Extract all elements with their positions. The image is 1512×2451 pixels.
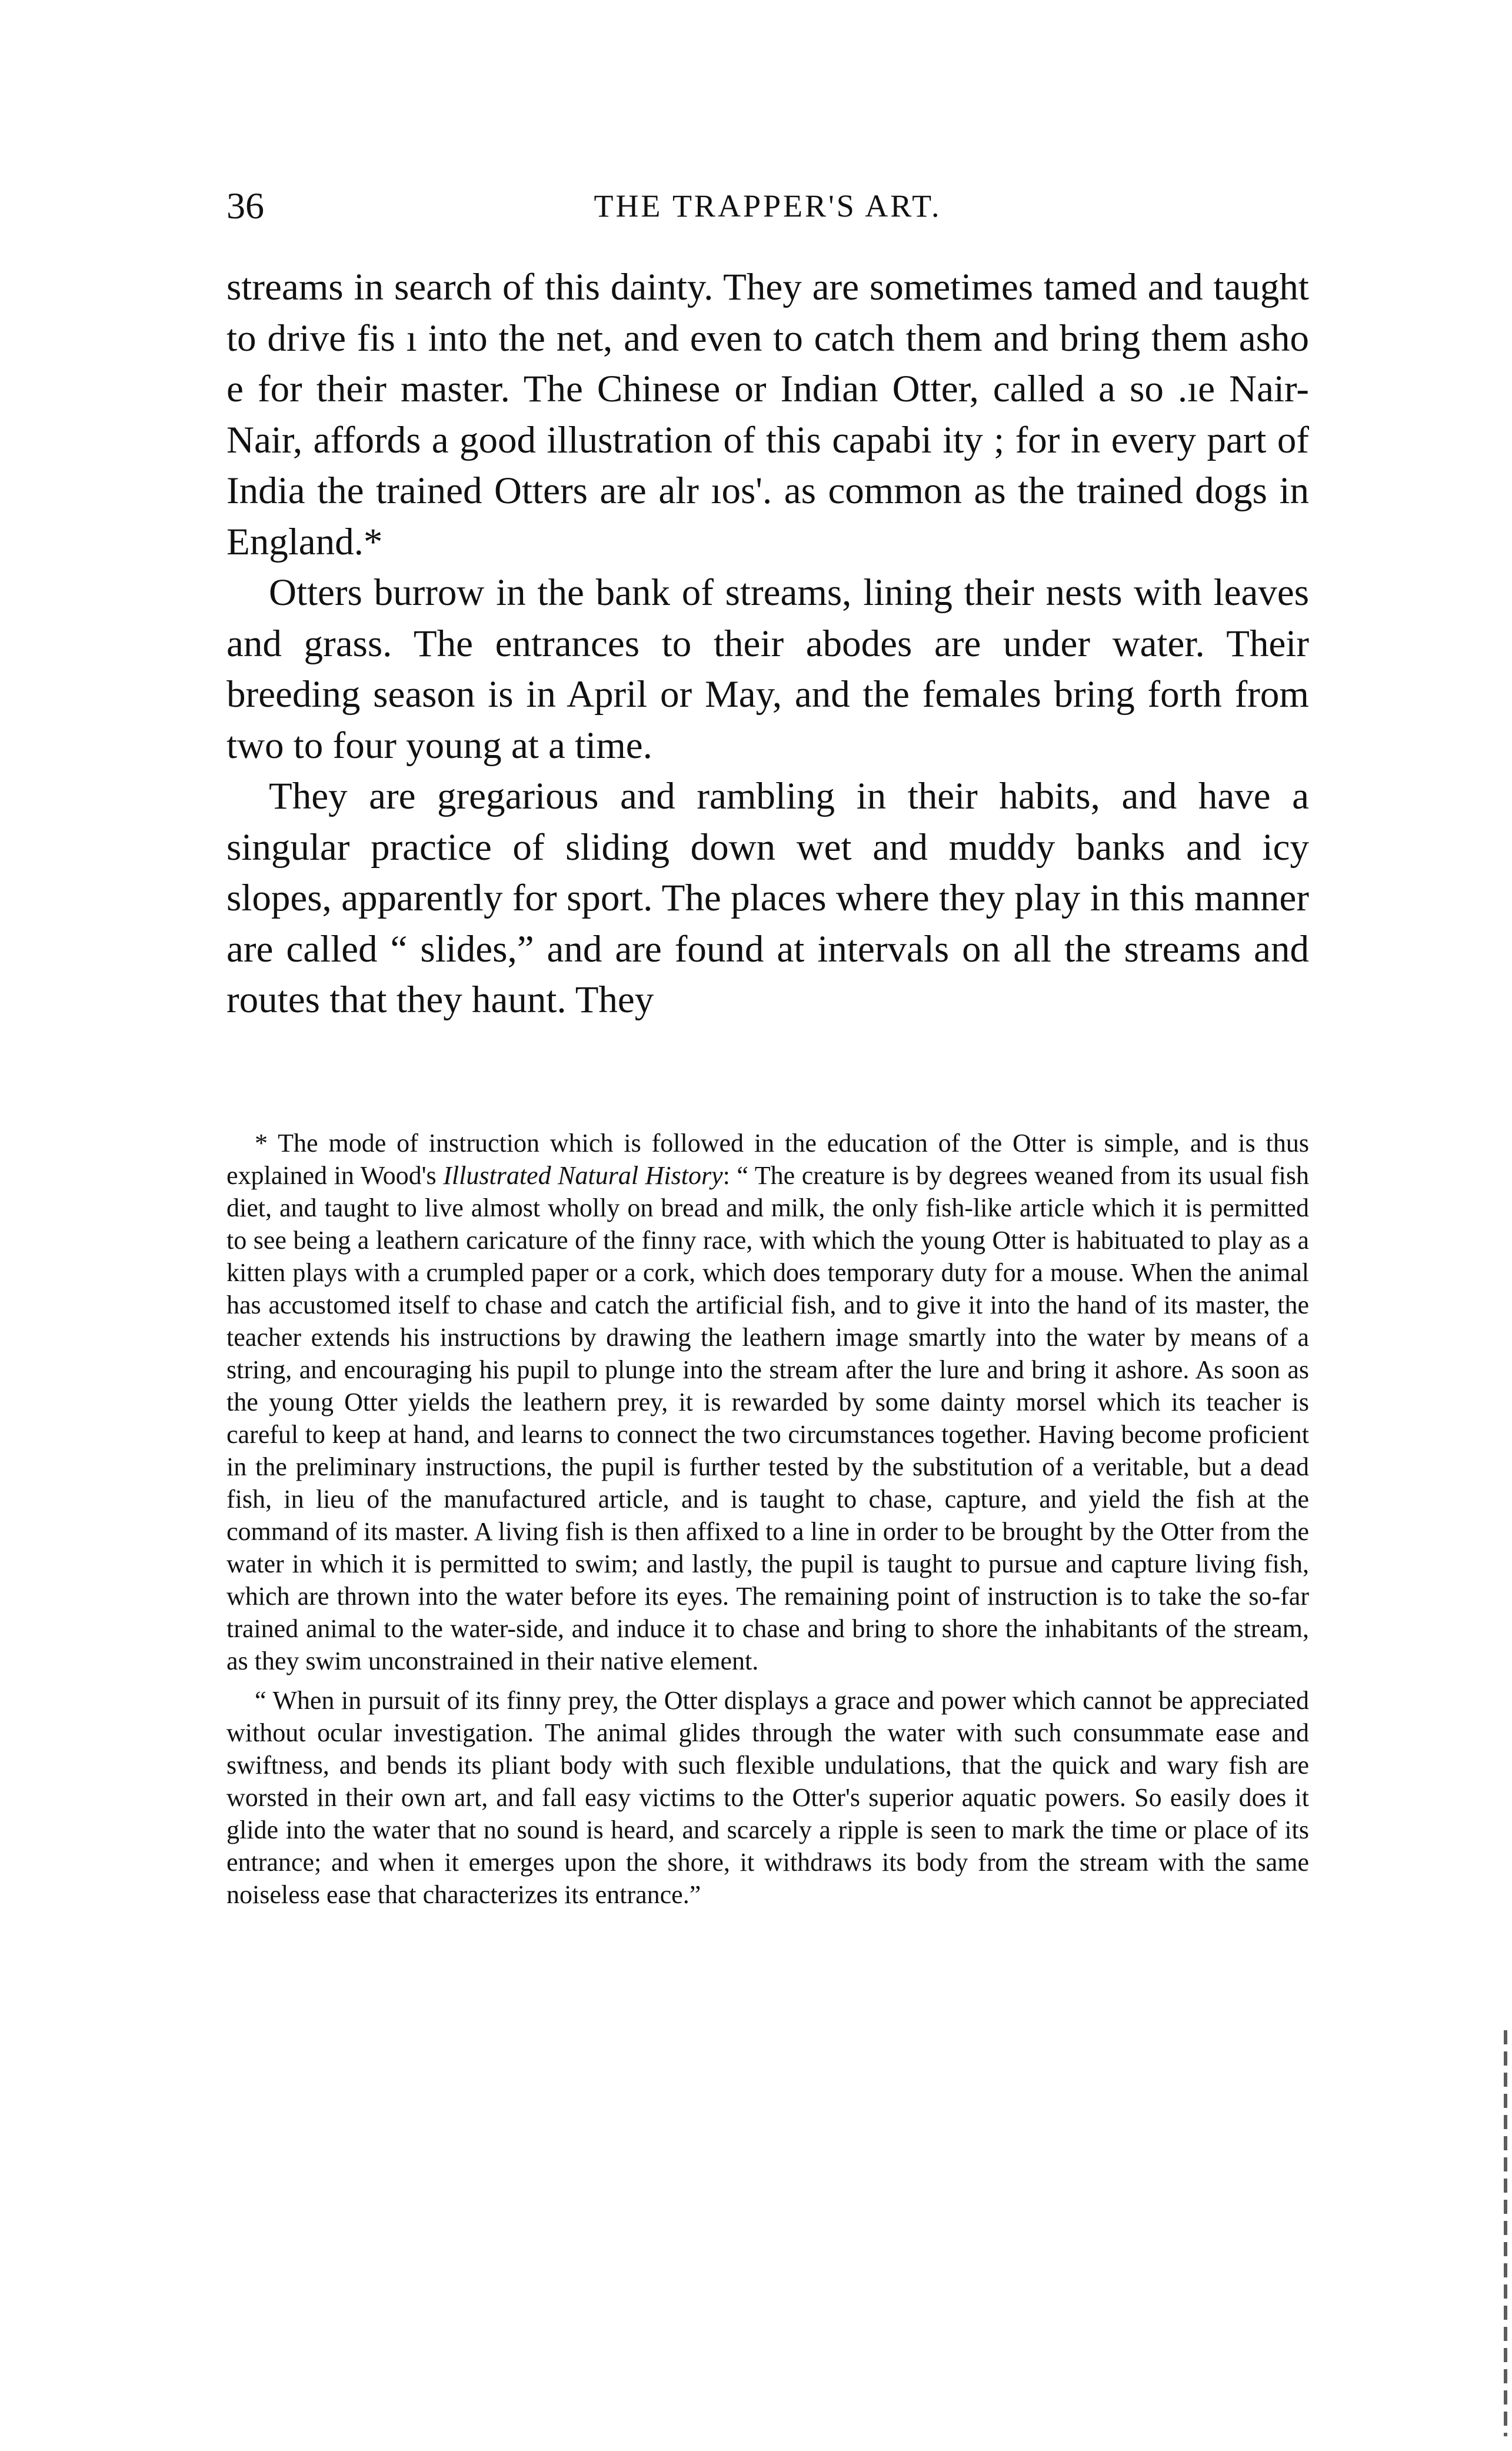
footnote [227, 1127, 1309, 1677]
body-paragraph: streams in search of this dainty. They are sometimes tamed and taught to drive fis ı into the net, and even to catch them and bring them asho e for their master. The Chinese or Indian Otter, called a so .ıe Nair-Nair, affords a good illustration of this capabi ity ; for in every part of India the trained Otters are alr ıos'. as common as the trained dogs in England.* [227, 266, 1309, 563]
footnote-text: : “ The creature is by degrees weaned from its usual fish diet, and taught to live almost wholly on bread and milk, the only fish-like article which it is permitted to see being a leathern caricature of the finny race, with which the young Otter is habituated to play as a kitten plays with a crumpled paper or a cork, which does temporary duty for a mouse. When the animal has accustomed itself to chase and catch the artificial fish, and to give it into the hand of its master, the teacher extends his instructions by drawing the leathern image smartly into the water by means of a string, and encouraging his pupil to plunge into the stream after the lure and bring it ashore. As soon as the young Otter yields the leathern prey, it is rewarded by some dainty morsel which its teacher is careful to keep at hand, and learns to connect the two circumstances together. Having become proficient in the preliminary instructions, the pupil is further tested by the substitution of a veritable, but a dead fish, in lieu of the manufactured article, and is taught to chase, capture, and yield the fish at the command of its master. A living fish is then affixed to a line in order to be brought by the Otter from the water in which it is permitted to swim; and lastly, the pupil is taught to pursue and capture living fish, which are thrown into the water before its eyes. The remaining point of instruction is to take the so-far trained animal to the water-side, and induce it to chase and bring to shore the inhabitants of the stream, as they swim unconstrained in their native element. [227, 1161, 1309, 1675]
body-text [227, 262, 1309, 1026]
footnotes [227, 1127, 1309, 1911]
body-paragraph: Otters burrow in the bank of streams, lining their nests with leaves and grass. The entrances to their abodes are under water. Their breeding season is in April or May, and the females bring forth from two to four young at a time. [227, 571, 1309, 767]
body-paragraph: They are gregarious and rambling in their habits, and have a singular practice of sliding down wet and muddy banks and icy slopes, apparently for sport. The places where they play in this manner are called “ slides,” and are found at intervals on all the streams and routes that they haunt. They [227, 775, 1309, 1021]
page-number: 36 [227, 185, 264, 227]
scan-edge-mark [1504, 2030, 1507, 2436]
running-head: THE TRAPPER'S ART. [594, 188, 942, 224]
book-title: Illustrated Natural History [443, 1161, 723, 1190]
footnote-text: * The mode of instruction which is followed in the education of the Otter is simple, and is thus explained in Wood's [227, 1129, 1309, 1190]
footnote: “ When in pursuit of its finny prey, the Otter displays a grace and power which cannot be appreciated without ocular investigation. The animal glides through the water with such consummate ease and swiftness, and bends its pliant body with such flexible undulations, that the quick and wary fish are worsted in their own art, and fall easy victims to the Otter's superior aquatic powers. So easily does it glide into the water that no sound is heard, and scarcely a ripple is seen to mark the time or place of its entrance; and when it emerges upon the shore, it withdraws its body from the stream with the same noiseless ease that characterizes its entrance.” [227, 1686, 1309, 1909]
page-header [227, 179, 1309, 232]
